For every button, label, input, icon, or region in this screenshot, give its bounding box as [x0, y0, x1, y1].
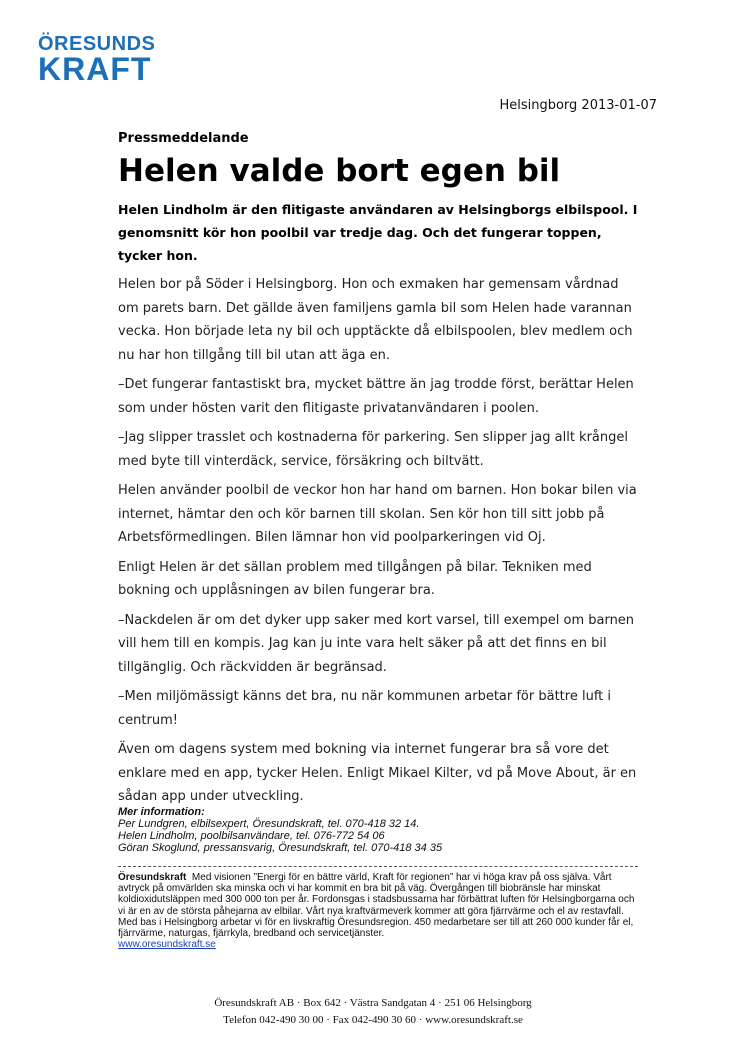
about-company-name: Öresundskraft [118, 872, 187, 883]
body-paragraph: Enligt Helen är det sällan problem med tillgången på bilar. Tekniken med bokning och upplåsningen av bilen fungerar bra. [118, 559, 592, 598]
company-logo [38, 33, 168, 87]
footer-address: Öresundskraft AB · Box 642 · Västra Sandgatan 4 · 251 06 Helsingborg [214, 997, 532, 1009]
logo-wordmark-top: ÖRESUNDS [38, 33, 156, 55]
contact-info [118, 806, 638, 854]
body-paragraph: –Jag slipper trasslet och kostnaderna för parkering. Sen slipper jag allt krångel med byte till vinterdäck, service, försäkring och biltvätt. [118, 430, 628, 469]
about-text: Med visionen ”Energi för en bättre värld, Kraft för regionen” har vi höga krav på oss själva. Vårt avtryck på omvärlden ska minska och vi har kommit en bra bit på väg. Övergången till biobränsle har minskat koldioxidutsläppen med 300 000 ton per år. Fordonsgas i stadsbussarna har förbättrat luften för Helsingborgarna och vi är en av de största påhejarna av elbilar. Vårt nya kraftvärmeverk kommer att göra fjärrvärme och el av restavfall. [118, 872, 635, 917]
contact-line: Göran Skoglund, pressansvarig, Öresundskraft, tel. 070-418 34 35 [118, 842, 443, 854]
body-paragraph: Helen använder poolbil de veckor hon har hand om barnen. Hon bokar bilen via internet, hämtar den och kör barnen till skolan. Sen kör hon till sitt jobb på Arbetsförmedlingen. Bilen lämnar hon vid poolparkeringen vid Oj. [118, 483, 637, 545]
contact-header: Mer information: [118, 806, 205, 818]
dateline: Helsingborg 2013-01-07 [499, 98, 657, 113]
about-text-2: Med bas i Helsingborg arbetar vi för en livskraftig Öresundsregion. 450 medarbetare ser till att 260 000 kunder får el, fjärrvärme, naturgas, fjärrkyla, bredband och servicetjänster. [118, 916, 634, 940]
body-paragraph: –Nackdelen är om det dyker upp saker med kort varsel, till exempel om barnen vill hem till en kompis. Jag kan ju inte vara helt säker på att det finns en bil tillgänglig. Och räckvidden är begränsad. [118, 612, 635, 675]
dashed-divider [118, 866, 638, 867]
page-footer [0, 995, 746, 1029]
body-paragraph: Även om dagens system med bokning via internet fungerar bra så vore det enklare med en app, tycker Helen. Enligt Mikael Kilter, vd på Move About, är en sådan app under utveckling. [118, 742, 637, 804]
document-type: Pressmeddelande [118, 131, 249, 146]
body-paragraph: –Men miljömässigt känns det bra, nu när kommunen arbetar för bättre luft i centrum! [118, 689, 612, 728]
body-paragraph: Helen bor på Söder i Helsingborg. Hon och exmaken har gemensam vårdnad om parets barn. Det gällde även familjens gamla bil som Helen hade varannan vecka. Hon började leta ny bil och upptäckte då elbilspoolen, blev medlem och nu har hon tillgång till bil utan att äga en. [118, 277, 633, 363]
contact-line: Per Lundgren, elbilsexpert, Öresundskraft, tel. 070-418 32 14. [118, 818, 420, 830]
headline: Helen valde bort egen bil [118, 153, 561, 189]
footer-phone: Telefon 042-490 30 00 · Fax 042-490 30 60 · www.oresundskraft.se [223, 1014, 523, 1026]
lead-paragraph: Helen Lindholm är den flitigaste användaren av Helsingborgs elbilspool. I genomsnitt kör hon poolbil var tredje dag. Och det fungerar toppen, tycker hon. [118, 202, 638, 263]
logo-wordmark-bottom: KRAFT [38, 51, 152, 87]
press-release-body [118, 131, 638, 815]
about-company [118, 872, 642, 950]
body-paragraph: –Det fungerar fantastiskt bra, mycket bättre än jag trodde först, berättar Helen som under hösten varit den flitigaste privatanvändaren i poolen. [118, 377, 634, 416]
about-paragraph [118, 872, 642, 917]
website-link[interactable]: www.oresundskraft.se [118, 939, 216, 951]
contact-line: Helen Lindholm, poolbilsanvändare, tel. 076-772 54 06 [118, 830, 385, 842]
